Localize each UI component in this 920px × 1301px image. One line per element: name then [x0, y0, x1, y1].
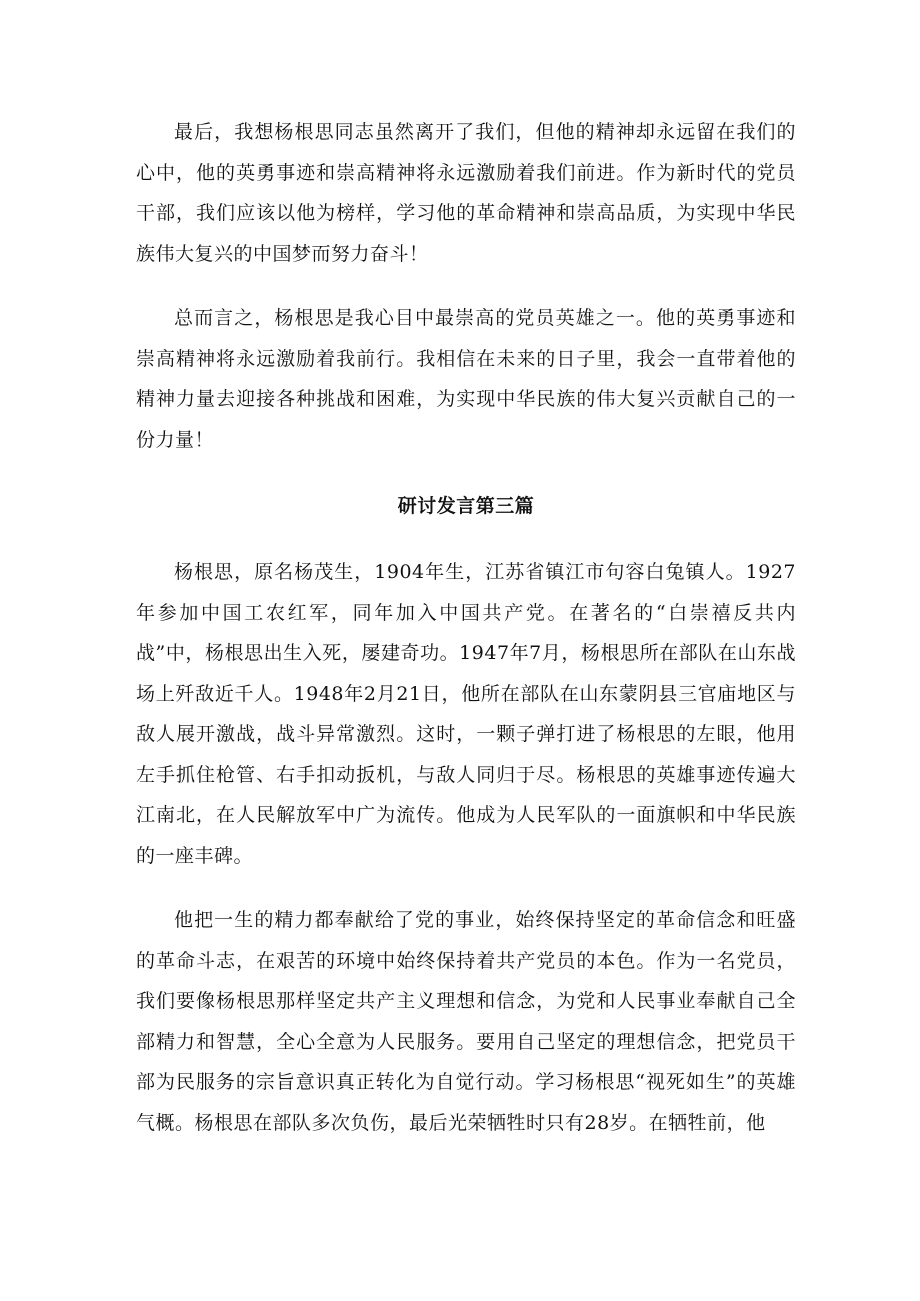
paragraph-conclusion-final: 最后，我想杨根思同志虽然离开了我们，但他的精神却永远留在我们的心中，他的英勇事迹和崇高精神将永远激励着我们前进。作为新时代的党员干部，我们应该以他为榜样，学习他的革命精神和崇高品质，为实现中华民族伟大复兴的中国梦而努力奋斗！	[136, 121, 796, 265]
section-title: 研讨发言第三篇	[397, 495, 535, 517]
paragraph-dedication: 他把一生的精力都奉献给了党的事业，始终保持坚定的革命信念和旺盛的革命斗志，在艰苦的环境中始终保持着共产党员的本色。作为一名党员，我们要像杨根思那样坚定共产主义理想和信念，为党和人民事业奉献自己全部精力和智慧，全心全意为人民服务。要用自己坚定的理想信念，把党员干部为民服务的宗旨意识真正转化为自觉行动。学习杨根思“视死如生”的英雄气概。杨根思在部队多次负伤，最后光荣牺牲时只有28岁。在牺牲前，他	[136, 909, 796, 1134]
paragraph-biography: 杨根思，原名杨茂生，1904年生，江苏省镇江市句容白兔镇人。1927年参加中国工农红军，同年加入中国共产党。在著名的“白崇禧反共内战”中，杨根思出生入死，屡建奇功。1947年7月，杨根思所在部队在山东战场上歼敌近千人。1948年2月21日，他所在部队在山东蒙阴县三官庙地区与敌人展开激战，战斗异常激烈。这时，一颗子弹打进了杨根思的左眼，他用左手抓住枪管、右手扣动扳机，与敌人同归于尽。杨根思的英雄事迹传遍大江南北，在人民解放军中广为流传。他成为人民军队的一面旗帜和中华民族的一座丰碑。	[136, 561, 796, 867]
document-body	[136, 112, 796, 1143]
paragraph-summary: 总而言之，杨根思是我心目中最崇高的党员英雄之一。他的英勇事迹和崇高精神将永远激励着我前行。我相信在未来的日子里，我会一直带着他的精神力量去迎接各种挑战和困难，为实现中华民族的伟大复兴贡献自己的一份力量！	[136, 307, 796, 451]
